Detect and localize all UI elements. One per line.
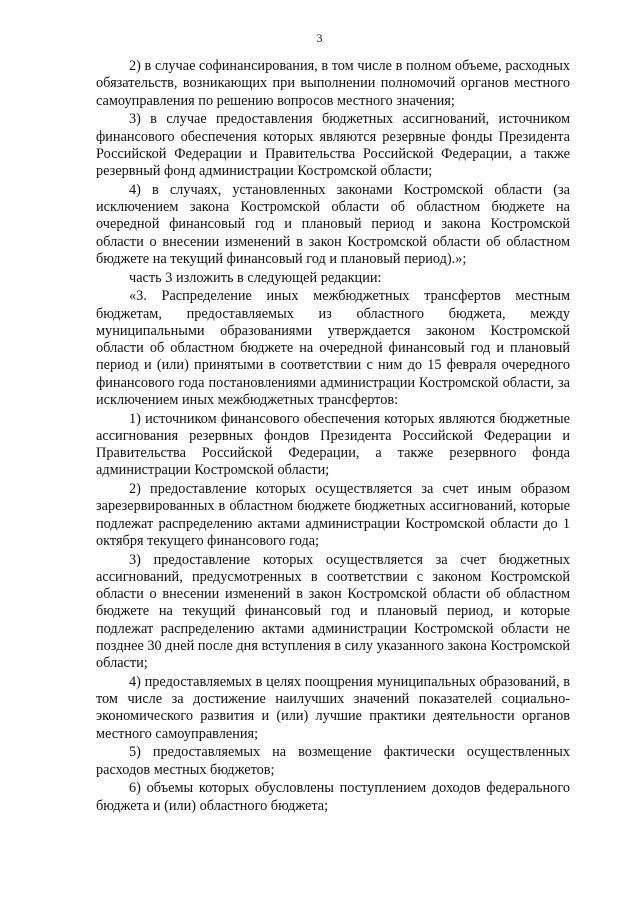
paragraph-subitem-2: 2) предоставление которых осуществляется за счет иным образом зарезервированных в областном бюджете бюджетных ассигнований, которые подлежат распределению актами администрации Костромской области до 1 октября текущего финансового года; (96, 481, 570, 549)
paragraph-item-3: 3) в случае предоставления бюджетных ассигнований, источником финансового обеспечения которых являются резервные фонды Президента Российской Федерации и Правительства Российской Федерации, а также резервный фонд администрации Костромской области; (96, 111, 570, 179)
document-body (96, 58, 570, 816)
paragraph-subitem-6: 6) объемы которых обусловлены поступлением доходов федерального бюджета и (или) областного бюджета; (96, 780, 570, 814)
paragraph-item-4: 4) в случаях, установленных законами Костромской области (за исключением закона Костромской области об областном бюджете на очередной финансовый год и плановый период и закона Костромской области о внесении изменений в закон Костромской области об областном бюджете на текущий финансовый год и плановый период).»; (96, 181, 570, 267)
paragraph-subitem-5: 5) предоставляемых на возмещение фактически осуществленных расходов местных бюджетов; (96, 744, 570, 778)
paragraph-subitem-4: 4) предоставляемых в целях поощрения муниципальных образований, в том числе за достижение наилучших значений показателей социально-экономического развития и (или) лучшие практики деятельности органов местного самоуправления; (96, 673, 570, 742)
page-number: 3 (316, 31, 323, 45)
paragraph-part-3: «3. Распределение иных межбюджетных трансфертов местным бюджетам, предоставляемых из областного бюджета, между муниципальными образованиями утверждается законом Костромской области об областном бюджете на очередной финансовый год и плановый период и (или) принятыми в соответствии с ним до 15 февраля очередного финансового года постановлениями администрации Костромской области, за исключением иных межбюджетных трансфертов: (96, 288, 570, 408)
paragraph-subitem-3: 3) предоставление которых осуществляется за счет бюджетных ассигнований, предусмотренных в соответствии с законом Костромской области о внесении изменений в закон Костромской области об областном бюджете на текущий финансовый год и плановый период, и которые подлежат распределению актами администрации Костромской области не позднее 30 дней после дня вступления в силу указанного закона Костромской области; (96, 551, 570, 671)
paragraph-item-2: 2) в случае софинансирования, в том числе в полном объеме, расходных обязательств, возникающих при выполнении полномочий органов местного самоуправления по решению вопросов местного значения; (96, 58, 570, 109)
paragraph-subitem-1: 1) источником финансового обеспечения которых являются бюджетные ассигнования резервных фондов Президента Российской Федерации и Правительства Российской Федерации, а также резервного фонда администрации Костромской области; (96, 410, 570, 479)
paragraph-part-3-instruction: часть 3 изложить в следующей редакции: (129, 269, 382, 286)
